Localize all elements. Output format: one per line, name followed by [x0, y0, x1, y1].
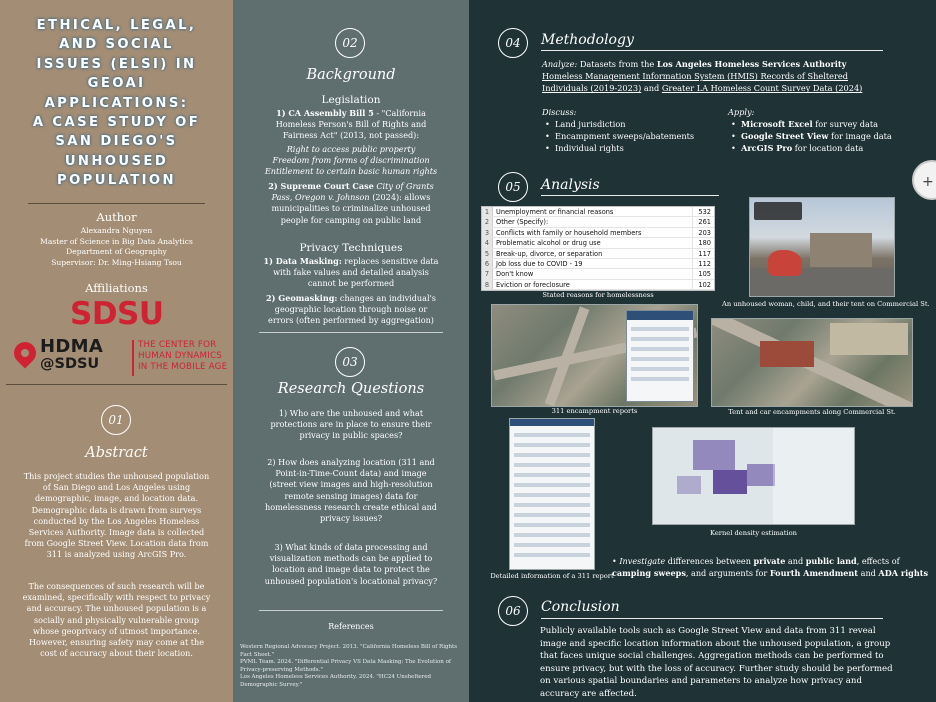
caption-woman: An unhoused woman, child, and their tent on Commercial St. [722, 300, 930, 308]
report-popup [626, 310, 694, 402]
form-line [514, 483, 590, 487]
reason-count: 102 [692, 280, 714, 289]
author-department: Department of Geography [66, 247, 167, 257]
divider [28, 203, 205, 204]
form-line [514, 443, 590, 447]
caption-tents: Tent and car encampments along Commercial St. [728, 408, 896, 416]
abstract-paragraph-2: The consequences of such research will be examined, specifically with respect to privacy and accuracy. The unhoused population is a socially and physically vulnerable group whose geoprivacy of utmost importance. However, ensuring safety may come at the cost of accuracy about their location. [22, 581, 211, 659]
discuss-list [542, 118, 702, 154]
row-number: 2 [482, 217, 493, 226]
abstract-title: Abstract [85, 445, 148, 461]
bill-label: 1) CA Assembly Bill 5 [276, 108, 374, 118]
abstract-number: 01 [101, 405, 131, 435]
conclusion-title: Conclusion [541, 599, 620, 615]
investigate-sweeps: camping sweeps [612, 568, 686, 579]
density-cell [713, 470, 747, 494]
density-cell [747, 464, 775, 486]
row-number: 3 [482, 228, 493, 237]
map-outside-area [773, 428, 855, 525]
divider [541, 618, 883, 619]
plus-icon: + [922, 174, 934, 190]
caption-detail: Detailed information of a 311 report [490, 572, 614, 580]
reason-label: Break-up, divorce, or separation [496, 249, 603, 258]
legislation-item-2 [261, 181, 441, 226]
title-line: GEOAI [87, 76, 146, 92]
investigate-text: and [785, 556, 806, 566]
title-line: SAN DIEGO'S [55, 134, 178, 150]
tool-use: for location data [792, 143, 864, 154]
investigate-text: , and arguments for [685, 568, 770, 579]
reason-label: Job loss due to COVID - 19 [496, 259, 583, 268]
analysis-title: Analysis [541, 177, 600, 193]
map-pin-icon [9, 337, 40, 368]
reason-count: 105 [692, 269, 714, 278]
analysis-number: 05 [498, 172, 528, 202]
reason-count: 203 [692, 228, 714, 237]
masking-label: 1) Data Masking: [263, 256, 342, 266]
lot-shape [830, 323, 908, 355]
table-row [482, 207, 714, 217]
legislation-item-1 [261, 108, 441, 142]
poster-title [8, 16, 225, 191]
kernel-density-map [652, 427, 855, 525]
form-line [631, 347, 689, 351]
right-item: Entitlement to certain basic human rights [264, 166, 438, 177]
legislation-heading: Legislation [321, 94, 381, 106]
court-label: 2) Supreme Court Case [268, 181, 374, 191]
form-line [514, 543, 590, 547]
author-info [0, 226, 233, 268]
table-row [482, 238, 714, 248]
caption-reports: 311 encampment reports [551, 407, 638, 415]
affiliations-heading: Affiliations [85, 281, 148, 295]
geomask-text: changes an individual's geographic location through noise or errors (often performed by aggregation) [268, 293, 436, 326]
table-row [482, 269, 714, 279]
references-list [240, 644, 466, 690]
bullet-dot: • [612, 556, 620, 566]
form-line [514, 453, 590, 457]
form-line [514, 433, 590, 437]
street-view-address-card [754, 202, 802, 220]
investigate-text: , effects of [856, 556, 900, 566]
form-line [514, 523, 590, 527]
geomask-label: 2) Geomasking: [266, 293, 338, 303]
author-heading: Author [96, 210, 137, 224]
research-question-3: 3) What kinds of data processing and visualization methods can be applied to location and image data to protect the unhoused population's locational privacy? [264, 542, 438, 586]
density-cell [677, 476, 701, 494]
research-question-1: 1) Who are the unhoused and what protections are in place to ensure their privacy in public spaces? [270, 408, 432, 441]
caption-kernel: Kernel density estimation [710, 529, 797, 537]
aerial-photo-encampments [711, 318, 913, 407]
apply-item [728, 130, 908, 142]
reason-count: 117 [692, 249, 714, 258]
background-number: 02 [335, 28, 365, 58]
analyze-label: Analyze: [542, 59, 578, 69]
apply-item [728, 118, 908, 130]
left-column [0, 0, 233, 702]
rooftop-shape [760, 341, 814, 367]
row-number: 5 [482, 249, 493, 258]
divider [259, 610, 443, 611]
discuss-item: • Encampment sweeps/abatements [542, 130, 702, 142]
row-number: 6 [482, 259, 493, 268]
row-number: 4 [482, 238, 493, 247]
analyze-org: Los Angeles Homeless Services Authority [656, 59, 847, 69]
table-row [482, 259, 714, 269]
tool-use: for image data [828, 131, 892, 142]
author-name: Alexandra Nguyen [80, 226, 153, 235]
author-supervisor: Supervisor: Dr. Ming-Hsiang Tsou [51, 257, 182, 267]
investigate-text: and [858, 568, 879, 579]
conclusion-text: Publicly available tools such as Google Street View and data from 311 reveal image and specific location information about the unhoused population, a group that faces unique social challenges. Aggregation methods can be performed to ensure privacy, but with the loss of accuracy. Further study should be performed on various spatial boundaries and parameters to analyze how privacy and accuracy are affected. [540, 626, 893, 699]
reason-count: 112 [692, 259, 714, 268]
privacy-item-1 [261, 256, 441, 290]
hdma-tagline [138, 340, 227, 374]
reference-item: Los Angeles Homeless Services Authority. 2024. "HC24 Unsheltered Demographic Survey." [240, 674, 432, 688]
caption-reasons: Stated reasons for homelessness [542, 291, 654, 299]
reference-item: PVML Team. 2024. "Differential Privacy VS Data Masking: The Evolution of Privacy-preserving Methods." [240, 659, 451, 673]
middle-column [233, 0, 469, 702]
divider [6, 384, 227, 385]
street-view-photo-tent [749, 197, 895, 297]
hdma-tagline-line: IN THE MOBILE AGE [138, 362, 228, 373]
building-shape [810, 233, 872, 267]
discuss-item: • Individual rights [542, 142, 702, 154]
form-line [514, 533, 590, 537]
reason-label: Don't know [496, 270, 534, 279]
privacy-heading: Privacy Techniques [299, 242, 403, 254]
form-line [514, 513, 590, 517]
abstract-paragraph-1: This project studies the unhoused population of San Diego and Los Angeles using demographic, image, and location data. Demographic data is drawn from surveys conducted by the Los Angeles Homeless Services Authority. Image data is collected from Google Street View. Location data from 311 is analyzed using ArcGIS Pro. [23, 471, 210, 560]
title-line: APPLICATIONS: [44, 95, 189, 111]
apply-list [728, 118, 908, 154]
reason-label: Unemployment or financial reasons [496, 208, 614, 216]
encampment-reports-screenshot [491, 304, 698, 407]
form-line [631, 337, 689, 341]
form-line [514, 473, 590, 477]
investigate-label: Investigate [619, 556, 666, 566]
form-title-bar [510, 419, 594, 426]
form-line [631, 327, 689, 331]
table-row [482, 280, 714, 290]
table-row [482, 249, 714, 259]
divider [541, 195, 719, 196]
homelessness-reasons-table [481, 206, 715, 291]
divider [541, 50, 883, 51]
form-line [514, 463, 590, 467]
methodology-discuss [542, 106, 702, 154]
row-number: 7 [482, 269, 493, 278]
title-line: UNHOUSED [64, 153, 169, 169]
hdma-logo [40, 338, 103, 372]
court-case-name: City of Grants Pass, Oregon v. Johnson [271, 181, 434, 203]
title-line: ETHICAL, LEGAL, [36, 18, 197, 33]
reference-item: Western Regional Advocacy Project. 2013. "California Homeless Bill of Rights Fact Sheet." [240, 644, 458, 658]
research-number: 03 [335, 347, 365, 377]
dataset-link-survey[interactable]: Greater LA Homeless Count Survey Data (2024) [661, 83, 863, 94]
court-description: (2024): allows municipalities to criminalize unhoused people for camping on public land [271, 192, 431, 225]
bill-description: - "California Homeless Person's Bill of Rights and Fairness Act" (2013, not passed): [275, 108, 427, 141]
divider [259, 332, 443, 333]
density-cell [693, 440, 735, 470]
privacy-item-2 [261, 293, 441, 327]
analyze-and: and [641, 83, 662, 94]
tool-name: Google Street View [741, 131, 829, 142]
masking-text: replaces sensitive data with fake values and detailed analysis cannot be performed [273, 256, 439, 289]
sdsu-logo: SDSU [70, 296, 164, 332]
apply-item [728, 142, 908, 154]
investigate-private: private [753, 556, 786, 566]
methodology-analyze [542, 58, 888, 95]
title-line: A CASE STUDY OF [32, 115, 201, 131]
methodology-apply [728, 106, 908, 154]
title-line: ISSUES (ELSI) IN [36, 56, 197, 72]
apply-label: Apply: [728, 107, 755, 117]
row-number: 1 [482, 207, 493, 216]
methodology-number: 04 [498, 28, 528, 58]
hdma-tagline-line: THE CENTER FOR [138, 340, 217, 350]
form-line [631, 367, 689, 371]
investigate-ada: ADA rights [878, 568, 928, 579]
form-line [514, 553, 590, 557]
hdma-tagline-line: HUMAN DYNAMICS [138, 351, 222, 362]
conclusion-number: 06 [498, 596, 528, 626]
row-number: 8 [482, 280, 493, 289]
table-row [482, 217, 714, 227]
right-item: Freedom from forms of discrimination [272, 155, 430, 166]
tool-use: for survey data [812, 119, 879, 130]
methodology-title: Methodology [541, 32, 634, 48]
hdma-divider [132, 340, 134, 376]
form-line [631, 377, 689, 381]
reason-count: 180 [692, 238, 714, 247]
tool-name: ArcGIS Pro [741, 143, 793, 154]
discuss-item: • Land jurisdiction [542, 118, 702, 130]
title-line: POPULATION [57, 173, 176, 189]
report-detail-form [509, 418, 595, 570]
reason-label: Problematic alcohol or drug use [496, 239, 601, 248]
form-line [514, 503, 590, 507]
reason-label: Other (Specify): [496, 218, 549, 227]
investigate-fourth-amendment: Fourth Amendment [769, 568, 859, 579]
reason-count: 532 [692, 207, 714, 216]
reason-label: Conflicts with family or household members [496, 228, 642, 237]
research-question-2: 2) How does analyzing location (311 and Point-in-Time-Count data) and image (street view images and high-resolution remote sensing images) data for homelessness research create ethical and privacy issues? [265, 457, 437, 524]
tool-name: Microsoft Excel [741, 119, 813, 130]
investigate-text: differences between [665, 556, 754, 566]
reason-count: 261 [692, 217, 714, 226]
table-row [482, 228, 714, 238]
investigate-bullet [612, 555, 930, 579]
investigate-public: public land [805, 556, 857, 566]
dataset-link-hmis[interactable]: Homeless Management Information System (HMIS) Records of Sheltered Individuals (2019-2023) [542, 71, 848, 94]
tent-shape [768, 250, 802, 276]
author-degree: Master of Science in Big Data Analytics [40, 236, 193, 246]
research-title: Research Questions [277, 381, 425, 397]
form-line [631, 357, 689, 361]
background-title: Background [306, 67, 396, 83]
analyze-text: Datasets from the [577, 59, 657, 69]
title-line: AND SOCIAL [59, 37, 174, 53]
discuss-label: Discuss: [542, 107, 577, 117]
hdma-logo-line1: HDMA [40, 336, 104, 357]
form-line [514, 493, 590, 497]
hdma-logo-line2: @SDSU [40, 356, 100, 372]
references-heading: References [328, 622, 374, 631]
rights-list [261, 144, 441, 178]
right-item: Right to access public property [286, 144, 416, 154]
reason-label: Eviction or foreclosure [496, 280, 570, 289]
popup-title-bar [627, 311, 693, 320]
